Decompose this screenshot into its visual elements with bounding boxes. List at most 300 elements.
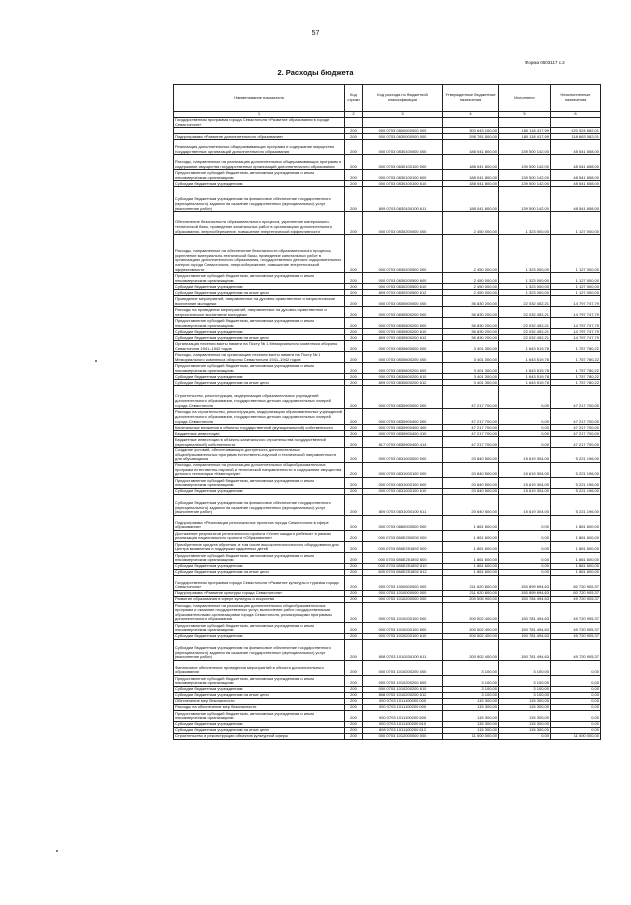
row-unexecuted: 1 861 600,00 [551,552,601,563]
row-approved: 47 217 700,00 [443,437,499,448]
row-executed: 3 100,00 [499,686,551,692]
row-line-code: 200 [345,181,363,187]
row-name: Организация несения вахты памяти на Посту № 1 Мемориального комплекса обороны Севастополя 1941–1942 годов [174,341,345,352]
row-executed: 22 032 452,21 [499,335,551,341]
row-budget-code: 000 0703 0830900000 000 [363,386,443,409]
expenses-table [173,84,601,740]
page-number: 57 [311,30,320,37]
row-approved: 115 300,00 [443,704,499,710]
row-unexecuted: 5 221 196,00 [551,448,601,463]
row-line-code: 200 [345,569,363,575]
row-name: Создание условий, обеспечивающих доступность дополнительных общеобразовательных программ естественно-научной и технической направленности для обучающихся [174,448,345,463]
table-row [174,541,601,552]
row-budget-code: 000 0703 0830000000 000 [363,134,443,140]
header-executed: Исполнено [499,85,551,112]
row-line-code: 200 [345,660,363,675]
table-row [174,155,601,170]
row-line-code: 200 [345,477,363,488]
row-name: Субсидии бюджетным учреждениям [174,488,345,494]
row-line-code: 200 [345,692,363,698]
row-executed: 139 500 142,00 [499,140,551,155]
row-approved: 47 217 700,00 [443,431,499,437]
row-name: Предоставление субсидий бюджетным, автономным учреждениям и иным некоммерческим организациям [174,273,345,284]
row-line-code: 200 [345,437,363,448]
row-approved: 3 100,00 [443,660,499,675]
row-executed: 180 118 417,99 [499,128,551,134]
row-name: Государственная программа города Севастополя «Развитие образования в городе Севастополе» [174,118,345,128]
section-title: 2. Расходы бюджета [277,68,354,77]
row-name: Строительство и реконструкция объектов культурной сферы [174,733,345,739]
row-approved: 20 840 500,00 [443,477,499,488]
table-row [174,639,601,660]
row-name: Расходы, направленные на организацию несения вахты памяти на Посту № 1 Мемориального комплекса обороны Севастополя 1941–1942 годов [174,352,345,363]
table-row [174,660,601,675]
row-budget-code: 000 0703 0830200500 000 [363,235,443,273]
row-approved: 188 041 800,00 [443,187,499,212]
row-budget-code: 000 0703 1010200100 610 [363,633,443,639]
row-unexecuted: 118 663 082,01 [551,134,601,140]
table-row [174,477,601,488]
row-approved: 188 041 800,00 [443,155,499,170]
row-approved [443,118,499,128]
row-unexecuted: 1 757 780,22 [551,374,601,380]
row-unexecuted: 14 797 747,79 [551,335,601,341]
row-name: Субсидии бюджетным учреждениям на иные цели [174,569,345,575]
row-approved: 1 861 600,00 [443,569,499,575]
row-approved: 200 505 900,00 [443,596,499,602]
row-executed: 1 643 519,78 [499,374,551,380]
row-approved: 2 450 000,00 [443,235,499,273]
row-name: Подпрограмма «Развитие дополнительного образования» [174,134,345,140]
row-unexecuted: 5 221 196,00 [551,494,601,515]
table-row [174,633,601,639]
header-unexecuted: Неисполненные назначения [551,85,601,112]
row-budget-code: 000 0703 0830200000 000 [363,212,443,235]
row-executed: 1 643 519,78 [499,341,551,352]
row-line-code: 200 [345,622,363,633]
row-executed: 139 500 142,00 [499,170,551,181]
row-line-code: 200 [345,462,363,477]
table-row [174,488,601,494]
row-line-code: 200 [345,187,363,212]
row-executed: 0,00 [499,437,551,448]
row-unexecuted: 0,00 [551,727,601,733]
row-executed: 115 300,00 [499,704,551,710]
row-line-code: 200 [345,515,363,530]
table-row [174,187,601,212]
table-row [174,590,601,596]
row-budget-code: 000 0703 0830900400 410 [363,431,443,437]
row-approved: 1 861 600,00 [443,563,499,569]
row-executed: 22 032 452,21 [499,318,551,329]
row-budget-code: 000 0703 1011100200 600 [363,710,443,721]
row-unexecuted: 49 720 905,37 [551,622,601,633]
row-line-code: 200 [345,212,363,235]
row-executed: 0,00 [499,541,551,552]
row-approved: 20 840 500,00 [443,448,499,463]
table-row [174,335,601,341]
row-executed: 0,00 [499,425,551,431]
table-row [174,134,601,140]
row-unexecuted: 1 127 000,00 [551,290,601,296]
row-name: Субсидии бюджетным учреждениям [174,686,345,692]
row-budget-code: 000 0703 0830100100 610 [363,181,443,187]
row-executed: 1 323 000,00 [499,212,551,235]
row-line-code [345,118,363,128]
row-approved: 3 100,00 [443,675,499,686]
row-approved: 200 502 400,00 [443,639,499,660]
table-row [174,341,601,352]
row-line-code: 200 [345,552,363,563]
row-budget-code: 000 0703 0830200500 610 [363,284,443,290]
row-approved: 47 217 700,00 [443,386,499,409]
row-executed: 0,00 [499,733,551,739]
row-line-code: 200 [345,727,363,733]
row-budget-code: 000 0703 0830500000 000 [363,296,443,307]
row-unexecuted: 5 221 196,00 [551,477,601,488]
row-approved: 1 861 600,00 [443,515,499,530]
row-budget-code: 809 0703 086Е251892 612 [363,569,443,575]
row-line-code: 200 [345,273,363,284]
row-executed: 139 500 142,00 [499,181,551,187]
row-unexecuted: 49 720 905,37 [551,633,601,639]
row-line-code: 200 [345,704,363,710]
row-approved: 36 830 200,00 [443,296,499,307]
row-executed: 0,00 [499,515,551,530]
row-unexecuted: 60 720 905,37 [551,590,601,596]
row-budget-code: 000 0703 0830900400 400 [363,425,443,431]
row-approved: 3 401 300,00 [443,363,499,374]
row-name: Расходы, направленные на обеспечение безопасности образовательного процесса, укрепление материально-технической базы, проведение капитальных работ в организациях дополнительного образования, государственных детских оздоровительных лагерях города Севастополя, энергосбережение, повышение энергетической эффективности [174,235,345,273]
row-executed: 22 032 452,21 [499,329,551,335]
row-approved: 47 217 700,00 [443,425,499,431]
table-row [174,721,601,727]
row-line-code: 200 [345,341,363,352]
row-budget-code: 000 0703 0830100100 600 [363,170,443,181]
row-name: Предоставление субсидий бюджетным, автономным учреждениям и иным некоммерческим организациям [174,710,345,721]
row-approved: 36 830 200,00 [443,307,499,318]
row-approved: 200 502 400,00 [443,633,499,639]
row-name: Субсидии бюджетным учреждениям на иные цели [174,335,345,341]
row-unexecuted: 60 720 905,37 [551,575,601,590]
row-unexecuted: 14 797 747,79 [551,329,601,335]
table-row [174,352,601,363]
row-budget-code: 817 0703 0830900400 414 [363,437,443,448]
table-row [174,170,601,181]
table-row [174,329,601,335]
row-name: Подпрограмма «Развитие культуры города Севастополя» [174,590,345,596]
row-unexecuted: 1 757 780,22 [551,363,601,374]
table-row [174,273,601,284]
row-executed: 0,00 [499,530,551,541]
row-unexecuted: 1 861 600,00 [551,541,601,552]
row-line-code: 200 [345,380,363,386]
row-name: Государственная программа города Севастополя «Развитие культуры и туризма города Севастополя» [174,575,345,590]
row-approved: 36 830 200,00 [443,318,499,329]
table-row [174,602,601,622]
row-name: Расходы на проведение мероприятий, направленных на духовно-нравственное и патриотическое воспитание молодежи [174,307,345,318]
row-executed: 150 781 494,63 [499,633,551,639]
table-row [174,462,601,477]
table-row [174,140,601,155]
row-approved: 47 217 700,00 [443,409,499,425]
table-row [174,363,601,374]
row-executed: 139 500 142,00 [499,187,551,212]
table-row [174,727,601,733]
header-budget-code: Код расхода по бюджетной классификации [363,85,443,112]
row-line-code: 200 [345,235,363,273]
table-row [174,118,601,128]
table-row [174,515,601,530]
row-executed: 150 899 694,63 [499,590,551,596]
row-name: Субсидии бюджетным учреждениям на иные цели [174,727,345,733]
row-line-code: 200 [345,721,363,727]
row-executed: 15 619 304,00 [499,488,551,494]
row-line-code: 200 [345,733,363,739]
row-budget-code: 000 0703 086Е200000 000 [363,530,443,541]
row-approved: 3 100,00 [443,686,499,692]
col-number: 6 [551,112,601,118]
row-approved: 2 450 000,00 [443,273,499,284]
row-approved: 211 620 800,00 [443,590,499,596]
row-line-code: 200 [345,386,363,409]
row-line-code: 200 [345,448,363,463]
row-approved: 188 041 800,00 [443,181,499,187]
row-budget-code: 000 0703 1010200000 000 [363,596,443,602]
table-row [174,596,601,602]
row-budget-code: 000 0703 0830500200 610 [363,329,443,335]
row-budget-code: 000 0703 0831000000 000 [363,448,443,463]
row-approved: 3 401 300,00 [443,374,499,380]
table-row [174,575,601,590]
row-line-code: 200 [345,590,363,596]
row-name: Капитальные вложения в объекты государственной (муниципальной) собственности [174,425,345,431]
scan-dot [95,360,97,362]
row-budget-code: 000 0703 086Е251892 000 [363,541,443,552]
row-executed: 15 619 304,00 [499,448,551,463]
row-name: Субсидии бюджетным учреждениям на иные цели [174,380,345,386]
col-number: 4 [443,112,499,118]
row-budget-code: 000 0703 0830600200 610 [363,374,443,380]
row-line-code: 200 [345,290,363,296]
row-name: Субсидии бюджетным учреждениям [174,181,345,187]
row-budget-code: 808 0703 1011100200 612 [363,727,443,733]
row-unexecuted: 48 541 658,00 [551,181,601,187]
row-approved: 188 041 800,00 [443,140,499,155]
row-unexecuted: 0,00 [551,710,601,721]
row-executed: 1 323 000,00 [499,284,551,290]
row-line-code: 200 [345,296,363,307]
row-name: Предоставление субсидий бюджетным, автономным учреждениям и иным некоммерческим организациям [174,675,345,686]
row-name: Субсидии бюджетным учреждениям на финансовое обеспечение государственного (муниципального) задания на оказание государственных (муниципальных) услуг (выполнение работ) [174,187,345,212]
row-unexecuted [551,118,601,128]
col-number: 5 [499,112,551,118]
row-executed: 0,00 [499,552,551,563]
row-unexecuted: 0,00 [551,698,601,704]
row-executed: 150 781 494,63 [499,622,551,633]
row-approved: 200 502 400,00 [443,622,499,633]
row-budget-code: 809 0703 0831000100 611 [363,494,443,515]
row-line-code: 200 [345,530,363,541]
row-unexecuted: 1 757 780,22 [551,352,601,363]
row-unexecuted: 49 720 905,37 [551,596,601,602]
row-unexecuted: 1 757 780,22 [551,341,601,352]
row-approved: 3 401 300,00 [443,380,499,386]
row-line-code: 200 [345,596,363,602]
row-line-code: 200 [345,633,363,639]
row-executed: 1 323 000,00 [499,290,551,296]
row-budget-code: 809 0703 0830200500 612 [363,290,443,296]
row-executed: 150 784 494,63 [499,596,551,602]
row-unexecuted: 47 217 700,00 [551,425,601,431]
row-name: Предоставление субсидий бюджетным, автономным учреждениям и иным некоммерческим организациям [174,363,345,374]
row-executed: 115 300,00 [499,721,551,727]
row-name: Предоставление субсидий бюджетным, автономным учреждениям и иным некоммерческим организациям [174,318,345,329]
row-name: Субсидии бюджетным учреждениям на иные цели [174,290,345,296]
row-name: Предоставление субсидий бюджетным, автономным учреждениям и иным некоммерческим организациям [174,552,345,563]
row-unexecuted: 0,00 [551,660,601,675]
row-name: Финансовое обеспечение проведения мероприятий в области дополнительного образования [174,660,345,675]
row-unexecuted: 14 797 747,79 [551,307,601,318]
row-name: Субсидии бюджетным учреждениям [174,374,345,380]
row-approved: 20 840 500,00 [443,462,499,477]
row-executed: 1 643 519,78 [499,352,551,363]
row-executed: 1 323 000,00 [499,273,551,284]
row-line-code: 200 [345,307,363,318]
row-name: Развитие образования в сфере культуры и искусства [174,596,345,602]
row-approved: 200 502 400,00 [443,602,499,622]
scan-dot [56,850,58,852]
row-unexecuted: 14 797 747,79 [551,296,601,307]
row-line-code: 200 [345,710,363,721]
row-line-code: 200 [345,352,363,363]
row-budget-code: 809 0703 0830100100 611 [363,187,443,212]
row-line-code: 200 [345,494,363,515]
table-row [174,374,601,380]
row-unexecuted: 14 797 747,79 [551,318,601,329]
table-row [174,686,601,692]
row-unexecuted: 47 217 700,00 [551,437,601,448]
row-unexecuted: 0,00 [551,704,601,710]
row-name: Обеспечение мер безопасности [174,698,345,704]
row-approved: 11 000 000,00 [443,733,499,739]
table-row [174,622,601,633]
row-unexecuted: 0,00 [551,721,601,727]
row-line-code: 200 [345,363,363,374]
row-approved: 300 643 100,00 [443,128,499,134]
header-approved: Утвержденные бюджетные назначения [443,85,499,112]
table-row [174,212,601,235]
row-line-code: 200 [345,335,363,341]
row-executed: 0,00 [499,409,551,425]
row-budget-code: 000 0703 1010200200 000 [363,660,443,675]
row-name: Достижение результатов регионального проекта «Успех каждого ребенка» в рамках реализации национального проекта «Образование» [174,530,345,541]
table-row [174,290,601,296]
row-budget-code: 000 0703 1010200200 600 [363,675,443,686]
table-row [174,296,601,307]
row-executed: 1 643 519,78 [499,363,551,374]
row-approved: 115 300,00 [443,710,499,721]
table-row [174,692,601,698]
row-budget-code: 000 0703 1010000000 000 [363,590,443,596]
row-executed: 3 100,00 [499,692,551,698]
table-row [174,181,601,187]
row-name: Строительство, реконструкция, модернизация образовательных учреждений дополнительного образования, государственных детских оздоровительных лагерей города Севастополя [174,386,345,409]
row-approved: 3 401 300,00 [443,352,499,363]
row-executed: 150 781 494,63 [499,602,551,622]
row-name: Предоставление субсидий бюджетным, автономным учреждениям и иным некоммерческим организациям [174,477,345,488]
row-approved: 36 830 200,00 [443,335,499,341]
row-budget-code: 000 0703 0830600200 000 [363,352,443,363]
row-approved: 188 041 800,00 [443,170,499,181]
table-row [174,530,601,541]
row-executed: 3 100,00 [499,675,551,686]
row-executed: 0,00 [499,563,551,569]
row-name: Расходы, направленные на реализацию дополнительных общеобразовательных программ естественно-научной и технической направленности и содержание имущества детского технопарка «Кванториум» [174,462,345,477]
row-budget-code: 000 0703 1000000000 000 [363,575,443,590]
row-approved: 2 450 000,00 [443,290,499,296]
row-approved: 20 840 500,00 [443,494,499,515]
row-unexecuted: 1 861 600,00 [551,530,601,541]
row-budget-code: 000 0703 086Е251892 600 [363,552,443,563]
row-unexecuted: 1 127 000,00 [551,235,601,273]
row-name: Подпрограмма «Реализация региональных проектов города Севастополя в сфере образования» [174,515,345,530]
row-budget-code: 000 0703 1011100200 000 [363,704,443,710]
row-name: Расходы, направленные на реализацию дополнительных общеразвивающих программ и содержание имущества государственных организаций дополнительного образования [174,155,345,170]
row-unexecuted: 1 127 000,00 [551,273,601,284]
row-unexecuted: 1 861 600,00 [551,569,601,575]
row-approved: 36 830 200,00 [443,329,499,335]
row-budget-code: 809 0703 0830600200 612 [363,380,443,386]
row-name: Расходы на строительство, реконструкцию, модернизацию образовательных учреждений дополнительного образования, государственных детских оздоровительных лагерей города Севастополя [174,409,345,425]
row-approved: 1 861 600,00 [443,541,499,552]
col-number: 1 [174,112,345,118]
form-code: Форма 0503117 с.2 [525,60,565,65]
row-executed: 22 032 452,21 [499,296,551,307]
row-line-code: 200 [345,409,363,425]
row-budget-code [363,118,443,128]
row-executed: 115 300,00 [499,698,551,704]
row-line-code: 200 [345,374,363,380]
row-approved: 1 861 600,00 [443,530,499,541]
row-executed: 1 323 000,00 [499,235,551,273]
table-row [174,235,601,273]
row-line-code: 200 [345,329,363,335]
row-name: Субсидии бюджетным учреждениям на финансовое обеспечение государственного (муниципального) задания на оказание государственных (муниципальных) услуг (выполнение работ) [174,494,345,515]
row-approved: 2 450 000,00 [443,284,499,290]
row-line-code: 200 [345,686,363,692]
row-line-code: 200 [345,639,363,660]
row-budget-code: 000 0703 0830900400 000 [363,409,443,425]
row-budget-code: 808 0703 1010200100 611 [363,639,443,660]
row-approved: 3 100,00 [443,692,499,698]
row-line-code: 200 [345,128,363,134]
row-unexecuted: 0,00 [551,686,601,692]
row-name: Бюджетные инвестиции [174,431,345,437]
row-line-code: 200 [345,155,363,170]
row-name: Бюджетные инвестиции в объекты капитального строительства государственной (муниципальной) собственности [174,437,345,448]
row-executed: 15 619 304,00 [499,462,551,477]
row-name: Субсидии бюджетным учреждениям [174,284,345,290]
table-row [174,284,601,290]
row-budget-code: 000 0703 0830600000 000 [363,341,443,352]
row-name: Приобретение средств обучения, в том числе высокотехнологичного оборудования для Центра выявления и поддержки одаренных детей [174,541,345,552]
header-name: Наименование показателя [174,85,345,112]
row-unexecuted: 48 541 658,00 [551,155,601,170]
row-executed: 0,00 [499,569,551,575]
row-budget-code: 000 0703 0831000100 600 [363,477,443,488]
row-unexecuted: 1 861 600,00 [551,563,601,569]
